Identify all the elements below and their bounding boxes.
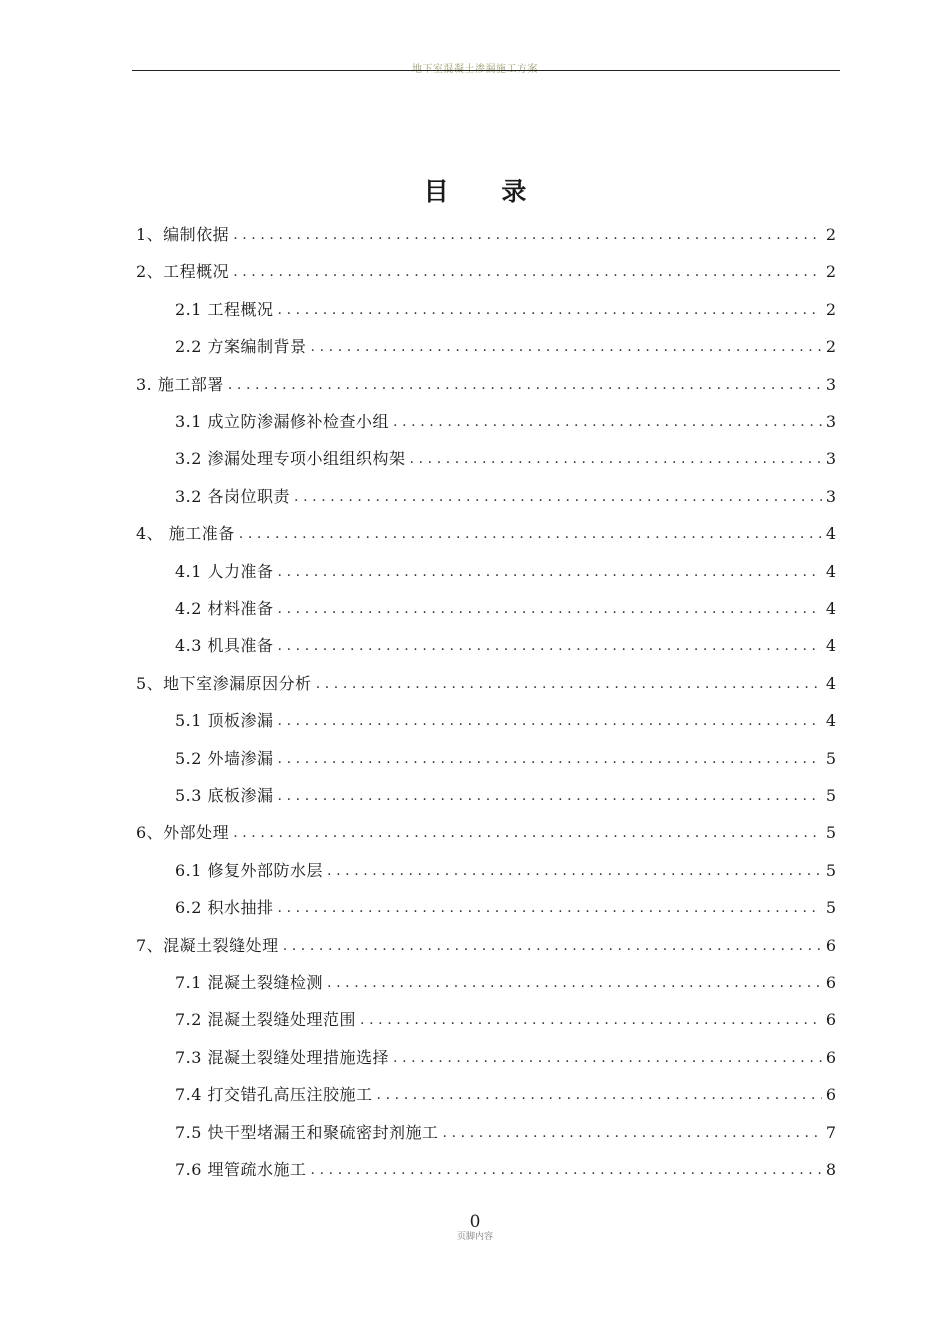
toc-entry-page: 3 [825,449,836,469]
toc-entry-page: 6 [825,1010,836,1030]
toc-entry[interactable] [175,1043,836,1073]
page-number: 0 [469,1212,481,1232]
toc-entry[interactable] [175,968,836,998]
running-header: 地下室混凝土渗漏施工方案 [412,64,538,75]
toc-entry-label: 5.2 外墙渗漏 [175,748,274,768]
toc-entry-page: 4 [825,711,836,731]
toc-entry-label: 2.2 方案编制背景 [175,337,307,357]
toc-entry-label: 6.1 修复外部防水层 [175,860,324,880]
toc-entry-label: 7.1 混凝土裂缝检测 [175,973,324,992]
toc-entry-label: 7.5 快干型堵漏王和聚硫密封剂施工 [175,1122,439,1142]
toc-entry-page: 2 [825,262,836,282]
toc-entry-page: 4 [825,636,836,656]
toc-dot-leader [233,818,822,848]
toc-entry[interactable] [175,1155,836,1185]
toc-entry-page: 3 [825,486,836,506]
toc-entry-page: 5 [825,860,836,880]
toc-dot-leader [278,295,822,325]
toc-entry-page: 2 [825,337,836,357]
header-rule [132,70,840,71]
toc-entry[interactable] [175,1118,836,1148]
toc-entry[interactable] [136,220,836,250]
toc-entry[interactable] [175,594,836,624]
toc-entry-page: 6 [825,1047,836,1067]
toc-entry[interactable] [136,818,836,848]
toc-entry-label: 5.1 顶板渗漏 [175,711,274,731]
toc-entry[interactable] [175,295,836,325]
toc-dot-leader [360,1005,822,1035]
toc-dot-leader [278,594,822,624]
toc-entry[interactable] [175,1080,836,1110]
toc-entry-label: 3. 施工部署 [136,374,224,394]
toc-entry-label: 4.3 机具准备 [175,636,274,656]
toc-dot-leader [377,1080,822,1110]
toc-entry-page: 4 [825,524,836,544]
toc-dot-leader [410,444,822,474]
toc-dot-leader [278,781,822,811]
toc-entry[interactable] [175,781,836,811]
toc-entry-page: 2 [825,299,836,319]
toc-entry-page: 4 [825,673,836,693]
toc-dot-leader [278,893,822,923]
toc-entry-page: 5 [825,898,836,918]
toc-entry-page: 5 [825,823,836,843]
toc-entry[interactable] [136,257,836,287]
toc-entry[interactable] [175,407,836,437]
toc-entry[interactable] [175,444,836,474]
toc-entry[interactable] [175,856,836,886]
toc-entry-label: 7.2 混凝土裂缝处理范围 [175,1010,357,1030]
toc-entry-page: 3 [825,374,836,394]
toc-entry-page: 3 [825,412,836,431]
toc-dot-leader [278,706,822,736]
toc-entry-label: 2、工程概况 [136,262,230,282]
toc-dot-leader [294,482,822,512]
toc-entry[interactable] [175,557,836,587]
toc-entry-page: 5 [825,786,836,805]
footer-text: 页脚内容 [456,1232,493,1242]
toc-entry[interactable] [175,482,836,512]
toc-entry-page: 6 [825,935,836,955]
toc-dot-leader [239,519,822,549]
toc-entry-page: 6 [825,973,836,992]
toc-entry-page: 4 [825,599,836,618]
toc-dot-leader [228,370,822,400]
toc-entry-page: 6 [825,1085,836,1105]
toc-entry-label: 3.1 成立防渗漏修补检查小组 [175,412,390,431]
toc-dot-leader [327,968,822,998]
toc-entry[interactable] [175,332,836,362]
toc-entry-label: 7.4 打交错孔高压注胶施工 [175,1085,373,1105]
toc-entry[interactable] [175,744,836,774]
toc-entry-label: 5.3 底板渗漏 [175,786,274,805]
toc-entry[interactable] [175,706,836,736]
toc-dot-leader [316,669,822,699]
toc-dot-leader [327,856,822,886]
toc-entry[interactable] [136,519,836,549]
toc-entry-label: 3.2 各岗位职责 [175,486,291,506]
toc-dot-leader [278,631,822,661]
toc-entry-label: 3.2 渗漏处理专项小组组织构架 [175,449,406,469]
toc-entry-page: 5 [825,748,836,768]
toc-entry[interactable] [136,370,836,400]
toc-title: 目 录 [423,177,549,206]
toc-entry[interactable] [175,631,836,661]
toc-entry-label: 6、外部处理 [136,823,230,843]
toc-dot-leader [278,744,822,774]
toc-entry-label: 4.1 人力准备 [175,561,274,581]
toc-dot-leader [393,1043,822,1073]
toc-entry-page: 7 [825,1122,836,1142]
toc-dot-leader [443,1118,822,1148]
toc-entry-label: 5、地下室渗漏原因分析 [136,673,312,693]
toc-entry-label: 7、混凝土裂缝处理 [136,935,279,955]
toc-dot-leader [233,220,822,250]
toc-entry-label: 4、 施工准备 [136,524,235,544]
toc-entry-label: 6.2 积水抽排 [175,898,274,918]
toc-entry-label: 1、编制依据 [136,225,230,244]
toc-dot-leader [278,557,822,587]
toc-entry-label: 7.6 埋管疏水施工 [175,1160,307,1179]
toc-entry[interactable] [136,669,836,699]
toc-entry-label: 4.2 材料准备 [175,599,274,618]
toc-entry-label: 7.3 混凝土裂缝处理措施选择 [175,1047,390,1067]
toc-dot-leader [283,931,822,961]
toc-entry-label: 2.1 工程概况 [175,299,274,319]
toc-entry-page: 2 [825,225,836,244]
toc-entry-page: 4 [825,561,836,581]
toc-entry[interactable] [175,893,836,923]
toc-dot-leader [233,257,822,287]
toc-dot-leader [311,332,822,362]
toc-dot-leader [393,407,822,437]
toc-dot-leader [311,1155,822,1185]
toc-entry[interactable] [175,1005,836,1035]
toc-entry-page: 8 [825,1160,836,1179]
toc-entry[interactable] [136,931,836,961]
